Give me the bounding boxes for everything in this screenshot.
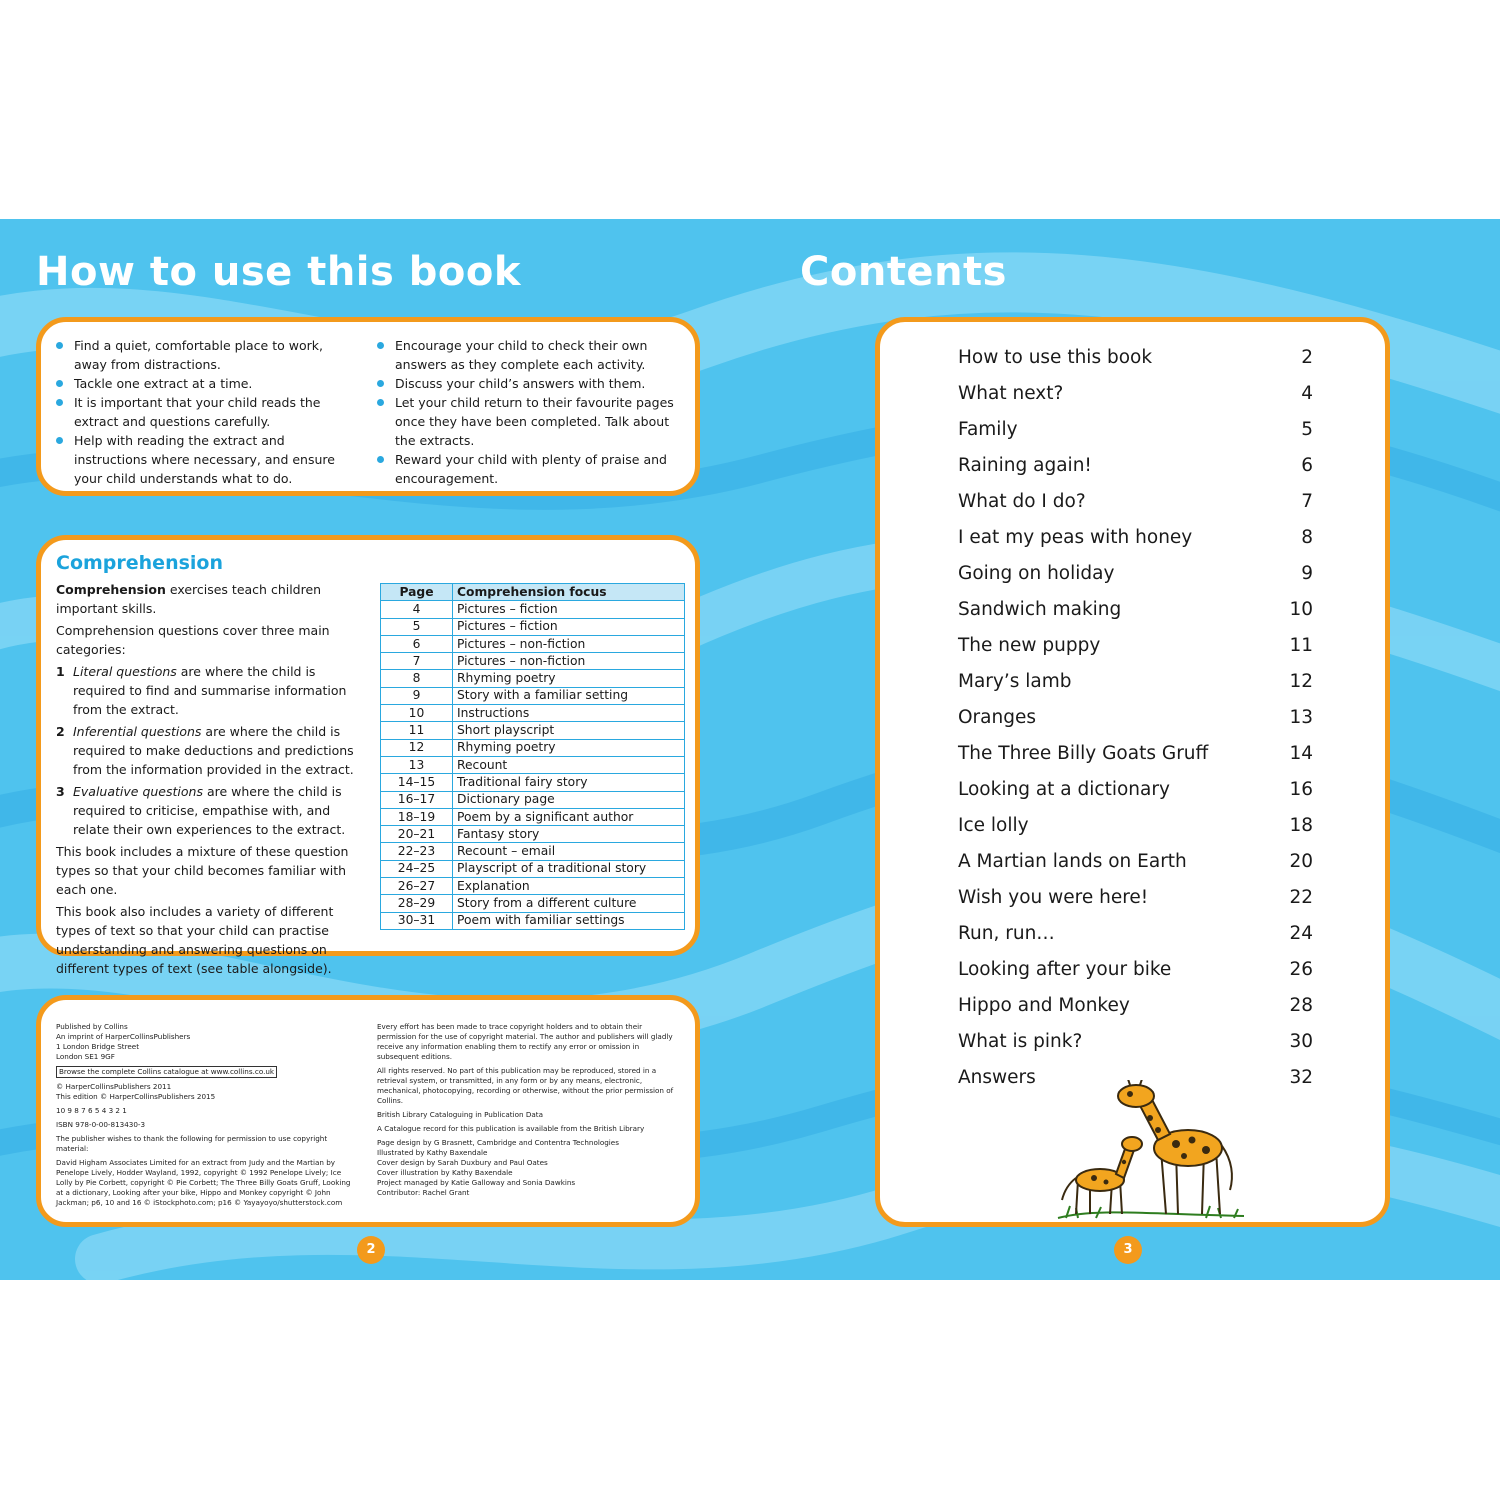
contents-item-page: 13 — [1289, 707, 1313, 728]
contents-item — [958, 956, 1313, 992]
table-row — [381, 774, 685, 791]
table-row — [381, 912, 685, 929]
design-credits: Page design by G Brasnett, Cambridge and Contentra Technologies Illustrated by Kathy Baxendale Cover design by Sarah Duxbury and Paul Oates Cover illustration by Kathy Baxendale Project managed by Katie Galloway and Sonia Dawkins Contributor: Rachel Grant — [377, 1138, 619, 1197]
table-row — [381, 687, 685, 704]
credits-text: David Higham Associates Limited for an extract from Judy and the Martian by Penelope Lively, Hodder Wayland, 1992, copyright © 1992 Penelope Lively; Ice Lolly by Pie Corbett, copyright © Pie Corbett; The Three Billy Goats Gruff, Looking at a dictionary, Looking after your bike, Hippo and Monkey copyright © John Jackman; p6, 10 and 16 © iStockphoto.com; p16 © Yayayoyo/shutterstock.com — [56, 1158, 351, 1207]
isbn: ISBN 978-0-00-813430-3 — [56, 1120, 146, 1129]
catalogue-record: A Catalogue record for this publication is available from the British Library — [377, 1124, 645, 1133]
table-row — [381, 895, 685, 912]
table-cell-focus: Playscript of a traditional story — [453, 860, 685, 877]
table-header-row — [381, 584, 685, 601]
mixture-text: This book includes a mixture of these question types so that your child becomes familiar with each one. — [56, 844, 349, 897]
contents-item — [958, 416, 1313, 452]
contents-item-title: Going on holiday — [958, 563, 1115, 584]
category-item: 2 Inferential questions are where the child is required to make deductions and predictions from the information provided in the extract. — [56, 724, 354, 777]
category-item: 3 Evaluative questions are where the child is required to criticise, empathise with, and relate their own experiences to the extract. — [56, 784, 346, 837]
contents-item-page: 18 — [1289, 815, 1313, 836]
publishing-info-panel — [36, 995, 700, 1227]
contents-item-page: 32 — [1289, 1067, 1313, 1088]
contents-item — [958, 452, 1313, 488]
table-cell-focus: Recount – email — [453, 843, 685, 860]
table-cell-page: 24–25 — [381, 860, 453, 877]
contents-item-title: Raining again! — [958, 455, 1092, 476]
contents-item — [958, 596, 1313, 632]
publisher-address: Published by Collins An imprint of HarperCollinsPublishers 1 London Bridge Street London SE1 9GF — [56, 1022, 191, 1061]
catalogue-link-box: Browse the complete Collins catalogue at www.collins.co.uk — [56, 1066, 277, 1078]
contents-item-page: 24 — [1289, 923, 1313, 944]
contents-item-title: Mary’s lamb — [958, 671, 1072, 692]
contents-item — [958, 992, 1313, 1028]
bullet-dot-icon — [377, 399, 384, 406]
comprehension-text — [56, 580, 364, 981]
publishing-right-column — [377, 1022, 677, 1202]
list-item: Tackle one extract at a time. — [56, 374, 356, 393]
contents-item-page: 7 — [1301, 491, 1313, 512]
list-item: Encourage your child to check their own answers as they complete each activity. — [377, 336, 687, 374]
table-cell-page: 8 — [381, 670, 453, 687]
contents-item — [958, 884, 1313, 920]
contents-item-title: Wish you were here! — [958, 887, 1149, 908]
contents-item — [958, 920, 1313, 956]
bullet-dot-icon — [56, 399, 63, 406]
contents-item-page: 22 — [1289, 887, 1313, 908]
contents-item-title: Looking after your bike — [958, 959, 1172, 980]
table-cell-focus: Story with a familiar setting — [453, 687, 685, 704]
contents-item — [958, 668, 1313, 704]
copyright-lines: © HarperCollinsPublishers 2011 This edition © HarperCollinsPublishers 2015 — [56, 1082, 216, 1101]
table-cell-page: 13 — [381, 756, 453, 773]
table-cell-focus: Fantasy story — [453, 826, 685, 843]
contents-item — [958, 704, 1313, 740]
table-cell-focus: Dictionary page — [453, 791, 685, 808]
table-row — [381, 878, 685, 895]
contents-item-page: 9 — [1301, 563, 1313, 584]
contents-item-title: Sandwich making — [958, 599, 1122, 620]
page-title-how-to-use: How to use this book — [36, 249, 521, 295]
contents-item-title: Run, run… — [958, 923, 1055, 944]
contents-item-title: What next? — [958, 383, 1064, 404]
contents-item — [958, 524, 1313, 560]
comprehension-panel — [36, 535, 700, 976]
table-cell-page: 12 — [381, 739, 453, 756]
publishing-left-column — [56, 1022, 356, 1212]
contents-list — [958, 344, 1313, 1100]
bullet-dot-icon — [56, 342, 63, 349]
thanks-text: The publisher wishes to thank the following for permission to use copyright material: — [56, 1134, 328, 1153]
list-item: It is important that your child reads the extract and questions carefully. — [56, 393, 356, 431]
contents-item — [958, 344, 1313, 380]
table-cell-page: 11 — [381, 722, 453, 739]
contents-item-title: The new puppy — [958, 635, 1101, 656]
contents-item-title: The Three Billy Goats Gruff — [958, 743, 1209, 764]
cataloguing-heading: British Library Cataloguing in Publication Data — [377, 1110, 543, 1119]
table-cell-focus: Short playscript — [453, 722, 685, 739]
contents-item-page: 14 — [1289, 743, 1313, 764]
list-item: Let your child return to their favourite pages once they have been completed. Talk about the extracts. — [377, 393, 687, 450]
table-cell-page: 9 — [381, 687, 453, 704]
contents-item-page: 30 — [1289, 1031, 1313, 1052]
contents-item-title: Family — [958, 419, 1018, 440]
table-cell-page: 28–29 — [381, 895, 453, 912]
bullet-dot-icon — [56, 380, 63, 387]
table-row — [381, 739, 685, 756]
contents-item-title: A Martian lands on Earth — [958, 851, 1187, 872]
bullet-dot-icon — [56, 437, 63, 444]
contents-item-title: Ice lolly — [958, 815, 1029, 836]
print-line: 10 9 8 7 6 5 4 3 2 1 — [56, 1106, 127, 1115]
table-cell-focus: Pictures – fiction — [453, 601, 685, 618]
contents-item-page: 11 — [1289, 635, 1313, 656]
table-cell-page: 18–19 — [381, 808, 453, 825]
contents-item-page: 8 — [1301, 527, 1313, 548]
category-item: 1 Literal questions are where the child is required to find and summarise information from the extract. — [56, 664, 347, 717]
list-item: Find a quiet, comfortable place to work, away from distractions. — [56, 336, 356, 374]
how-to-use-list-left — [56, 336, 356, 488]
table-cell-page: 14–15 — [381, 774, 453, 791]
table-cell-page: 7 — [381, 653, 453, 670]
contents-item — [958, 488, 1313, 524]
table-row — [381, 843, 685, 860]
contents-item-page: 28 — [1289, 995, 1313, 1016]
contents-item — [958, 776, 1313, 812]
table-row — [381, 826, 685, 843]
how-to-use-panel — [36, 317, 700, 496]
table-cell-page: 5 — [381, 618, 453, 635]
table-row — [381, 618, 685, 635]
table-row — [381, 791, 685, 808]
contents-item-title: Looking at a dictionary — [958, 779, 1170, 800]
list-item: Reward your child with plenty of praise and encouragement. — [377, 450, 687, 488]
contents-item-title: What is pink? — [958, 1031, 1083, 1052]
contents-item-page: 2 — [1301, 347, 1313, 368]
page-number-left: 2 — [357, 1236, 385, 1264]
page-title-contents: Contents — [800, 249, 1007, 295]
contents-item — [958, 380, 1313, 416]
table-cell-focus: Instructions — [453, 705, 685, 722]
bullet-dot-icon — [377, 342, 384, 349]
comprehension-table — [380, 583, 685, 930]
contents-item-title: Hippo and Monkey — [958, 995, 1130, 1016]
table-cell-page: 30–31 — [381, 912, 453, 929]
list-item: Discuss your child’s answers with them. — [377, 374, 687, 393]
table-row — [381, 670, 685, 687]
column-header-focus: Comprehension focus — [453, 584, 685, 601]
contents-item-page: 16 — [1289, 779, 1313, 800]
list-item: Help with reading the extract and instructions where necessary, and ensure your child understands what to do. — [56, 431, 356, 488]
giraffe-pair-icon — [1056, 1080, 1246, 1220]
table-row — [381, 635, 685, 652]
contents-item-page: 6 — [1301, 455, 1313, 476]
categories-intro: Comprehension questions cover three main categories: — [56, 623, 330, 657]
table-cell-page: 20–21 — [381, 826, 453, 843]
table-cell-focus: Pictures – non-fiction — [453, 635, 685, 652]
table-cell-focus: Pictures – non-fiction — [453, 653, 685, 670]
contents-item-page: 5 — [1301, 419, 1313, 440]
table-row — [381, 860, 685, 877]
table-row — [381, 808, 685, 825]
table-cell-focus: Rhyming poetry — [453, 739, 685, 756]
comprehension-intro: Comprehension exercises teach children important skills. — [56, 582, 322, 616]
contents-item — [958, 812, 1313, 848]
table-cell-focus: Story from a different culture — [453, 895, 685, 912]
table-cell-focus: Poem with familiar settings — [453, 912, 685, 929]
rights-notice: All rights reserved. No part of this publication may be reproduced, stored in a retrieval system, or transmitted, in any form or by any means, electronic, mechanical, photocopying, recording or otherwise, without the prior permission of Collins. — [377, 1066, 674, 1105]
contents-item-page: 4 — [1301, 383, 1313, 404]
contents-item — [958, 632, 1313, 668]
bullet-dot-icon — [377, 456, 384, 463]
table-cell-focus: Rhyming poetry — [453, 670, 685, 687]
table-cell-page: 16–17 — [381, 791, 453, 808]
table-cell-focus: Recount — [453, 756, 685, 773]
table-cell-page: 22–23 — [381, 843, 453, 860]
table-cell-page: 6 — [381, 635, 453, 652]
table-cell-focus: Poem by a significant author — [453, 808, 685, 825]
contents-item — [958, 1028, 1313, 1064]
contents-item-page: 26 — [1289, 959, 1313, 980]
table-row — [381, 722, 685, 739]
how-to-use-list-right — [377, 336, 687, 488]
contents-item-title: Answers — [958, 1067, 1036, 1088]
contents-item-page: 12 — [1289, 671, 1313, 692]
copyright-notice: Every effort has been made to trace copyright holders and to obtain their permission for the use of copyright material. The author and publishers will gladly receive any information enabling them to rectify any error or omission in subsequent editions. — [377, 1022, 673, 1061]
table-cell-focus: Traditional fairy story — [453, 774, 685, 791]
table-row — [381, 705, 685, 722]
contents-item-title: I eat my peas with honey — [958, 527, 1193, 548]
table-row — [381, 601, 685, 618]
contents-item-title: How to use this book — [958, 347, 1153, 368]
comprehension-table-body — [381, 601, 685, 930]
table-cell-focus: Explanation — [453, 878, 685, 895]
contents-item — [958, 560, 1313, 596]
contents-item — [958, 740, 1313, 776]
contents-item-page: 10 — [1289, 599, 1313, 620]
table-cell-page: 4 — [381, 601, 453, 618]
contents-item-title: Oranges — [958, 707, 1036, 728]
table-row — [381, 653, 685, 670]
contents-item — [958, 848, 1313, 884]
column-header-page: Page — [381, 584, 453, 601]
table-row — [381, 756, 685, 773]
table-cell-focus: Pictures – fiction — [453, 618, 685, 635]
contents-item-title: What do I do? — [958, 491, 1086, 512]
page-number-right: 3 — [1114, 1236, 1142, 1264]
variety-text: This book also includes a variety of different types of text so that your child can practise understanding and answering questions on different types of text (see table alongside). — [56, 904, 334, 976]
contents-item-page: 20 — [1289, 851, 1313, 872]
table-cell-page: 10 — [381, 705, 453, 722]
bullet-dot-icon — [377, 380, 384, 387]
table-cell-page: 26–27 — [381, 878, 453, 895]
comprehension-heading: Comprehension — [56, 552, 223, 574]
